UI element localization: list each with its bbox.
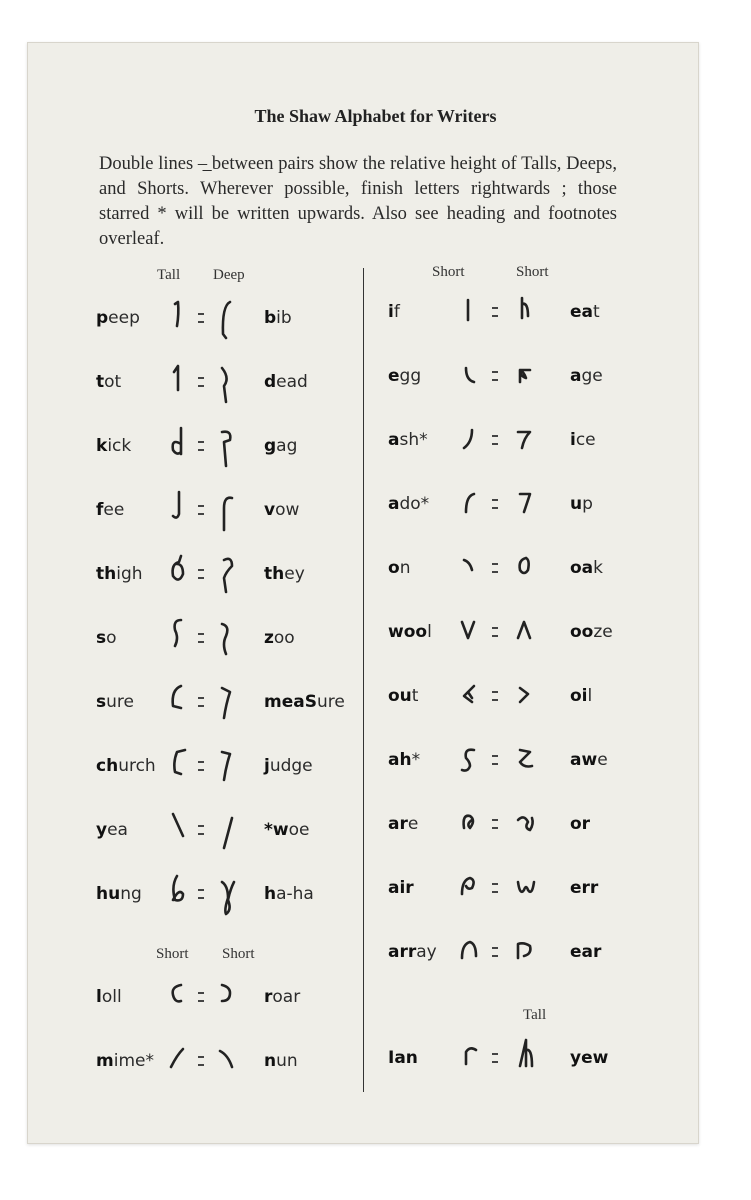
word-rest: ot bbox=[104, 372, 122, 392]
woe-glyph bbox=[216, 808, 240, 852]
gag-glyph bbox=[216, 424, 240, 468]
header-deep: Deep bbox=[213, 267, 245, 283]
key-sound: n bbox=[264, 1051, 277, 1071]
key-sound: *w bbox=[264, 820, 289, 840]
letter-word bbox=[570, 430, 596, 450]
key-sound: Ian bbox=[388, 1048, 418, 1068]
word-rest: ee bbox=[103, 500, 125, 520]
letter-word bbox=[570, 494, 593, 514]
awe-glyph bbox=[514, 738, 538, 782]
pair-separator bbox=[198, 500, 205, 520]
pair-separator bbox=[198, 1051, 205, 1071]
key-sound: l bbox=[96, 987, 102, 1007]
haha-glyph bbox=[216, 872, 240, 916]
key-sound: e bbox=[388, 366, 400, 386]
letter-word bbox=[388, 430, 428, 450]
letter-word bbox=[96, 308, 140, 328]
church-glyph bbox=[167, 744, 191, 788]
pair-separator bbox=[198, 820, 205, 840]
key-sound: g bbox=[264, 436, 277, 456]
letter-word bbox=[388, 558, 410, 578]
kick-glyph bbox=[167, 424, 191, 468]
word-rest: ng bbox=[120, 884, 142, 904]
key-sound: r bbox=[264, 987, 273, 1007]
thigh-glyph bbox=[167, 552, 191, 596]
word-rest: ze bbox=[593, 622, 613, 642]
key-sound: ou bbox=[388, 686, 412, 706]
egg-glyph bbox=[458, 354, 482, 398]
mime-glyph bbox=[167, 1039, 191, 1083]
letter-word bbox=[388, 1048, 418, 1068]
letter-word bbox=[570, 366, 603, 386]
pair-separator bbox=[492, 366, 499, 386]
key-sound: air bbox=[388, 878, 414, 898]
word-rest: ime* bbox=[113, 1051, 154, 1071]
key-sound: woo bbox=[388, 622, 428, 642]
word-rest: ead bbox=[276, 372, 308, 392]
word-rest: p bbox=[582, 494, 593, 514]
letter-word bbox=[96, 372, 121, 392]
ian-glyph bbox=[458, 1036, 482, 1080]
pair-separator bbox=[492, 430, 499, 450]
letter-word bbox=[96, 500, 124, 520]
if-glyph bbox=[458, 290, 482, 334]
pair-separator bbox=[198, 884, 205, 904]
pair-separator bbox=[492, 494, 499, 514]
key-sound: ah bbox=[388, 750, 412, 770]
judge-glyph bbox=[216, 744, 240, 788]
dead-glyph bbox=[216, 360, 240, 404]
letter-word bbox=[388, 302, 400, 322]
up-glyph bbox=[514, 482, 538, 526]
word-rest: a-ha bbox=[276, 884, 314, 904]
letter-word bbox=[96, 987, 122, 1007]
word-rest: ea bbox=[107, 820, 128, 840]
letter-word bbox=[96, 564, 143, 584]
out-glyph bbox=[458, 674, 482, 718]
measure-glyph bbox=[216, 680, 240, 724]
they-glyph bbox=[216, 552, 240, 596]
age-glyph bbox=[514, 354, 538, 398]
on-glyph bbox=[458, 546, 482, 590]
letter-word bbox=[388, 750, 420, 770]
letter-word bbox=[570, 814, 590, 834]
pair-separator bbox=[198, 436, 205, 456]
err-glyph bbox=[514, 866, 538, 910]
word-rest: ow bbox=[275, 500, 300, 520]
key-sound: y bbox=[96, 820, 108, 840]
key-sound: meaS bbox=[264, 692, 317, 712]
word-rest: ure bbox=[316, 692, 345, 712]
word-rest: n bbox=[399, 558, 411, 578]
pair-separator bbox=[492, 942, 499, 962]
key-sound: ar bbox=[388, 814, 408, 834]
key-sound: aw bbox=[570, 750, 598, 770]
word-rest: e bbox=[597, 750, 608, 770]
key-sound: m bbox=[96, 1051, 114, 1071]
letter-word bbox=[570, 558, 603, 578]
oil-glyph bbox=[514, 674, 538, 718]
pair-separator bbox=[492, 622, 499, 642]
letter-word bbox=[264, 628, 295, 648]
word-rest: t bbox=[411, 686, 419, 706]
key-sound: oa bbox=[570, 558, 594, 578]
word-rest: oar bbox=[272, 987, 301, 1007]
letter-word bbox=[570, 942, 601, 962]
word-rest: igh bbox=[116, 564, 143, 584]
letter-word bbox=[388, 494, 429, 514]
letter-word bbox=[570, 750, 608, 770]
word-rest: ge bbox=[581, 366, 603, 386]
letter-word bbox=[570, 686, 592, 706]
word-rest: ay bbox=[416, 942, 437, 962]
letter-word bbox=[264, 987, 300, 1007]
letter-word bbox=[388, 878, 414, 898]
air-glyph bbox=[458, 866, 482, 910]
intro-text: Double lines –̲ between pairs show the relative height of Talls, Deeps, and Shorts. Wherever possible, finish letters rightwards ; those starred * will be written upwards. Also see heading and footnotes overleaf. bbox=[99, 154, 617, 249]
key-sound: arr bbox=[388, 942, 417, 962]
word-rest: oe bbox=[288, 820, 310, 840]
yew-glyph bbox=[514, 1036, 538, 1080]
letter-word bbox=[570, 622, 613, 642]
key-sound: s bbox=[96, 628, 107, 648]
letter-word bbox=[264, 692, 345, 712]
letter-word bbox=[96, 692, 134, 712]
key-sound: th bbox=[96, 564, 117, 584]
key-sound: h bbox=[264, 884, 277, 904]
pair-separator bbox=[198, 692, 205, 712]
letter-word bbox=[264, 500, 299, 520]
are-glyph bbox=[458, 802, 482, 846]
letter-word bbox=[570, 1048, 608, 1068]
ooze-glyph bbox=[514, 610, 538, 654]
pair-separator bbox=[492, 1048, 499, 1068]
fee-glyph bbox=[167, 488, 191, 532]
so-glyph bbox=[167, 616, 191, 660]
ear-glyph bbox=[514, 930, 538, 974]
word-rest: eep bbox=[108, 308, 140, 328]
key-sound: i bbox=[388, 302, 394, 322]
header-short-right-2: Short bbox=[516, 264, 549, 280]
key-sound: err bbox=[570, 878, 599, 898]
word-rest: f bbox=[393, 302, 400, 322]
letter-word bbox=[264, 820, 309, 840]
word-rest: o bbox=[106, 628, 117, 648]
letter-word bbox=[264, 756, 313, 776]
letter-word bbox=[96, 820, 128, 840]
zoo-glyph bbox=[216, 616, 240, 660]
key-sound: f bbox=[96, 500, 104, 520]
loll-glyph bbox=[167, 975, 191, 1019]
key-sound: u bbox=[570, 494, 583, 514]
header-short-left-1: Short bbox=[156, 946, 189, 962]
word-rest: do* bbox=[399, 494, 430, 514]
bib-glyph bbox=[216, 296, 240, 340]
key-sound: z bbox=[264, 628, 274, 648]
key-sound: k bbox=[96, 436, 108, 456]
letter-word bbox=[388, 686, 418, 706]
intro-paragraph bbox=[99, 152, 617, 252]
tot-glyph bbox=[167, 360, 191, 404]
word-rest: un bbox=[276, 1051, 298, 1071]
key-sound: o bbox=[388, 558, 400, 578]
letter-word bbox=[96, 436, 131, 456]
word-rest: ey bbox=[284, 564, 305, 584]
word-rest: l bbox=[427, 622, 432, 642]
letter-word bbox=[96, 884, 142, 904]
roar-glyph bbox=[216, 975, 240, 1019]
ado-glyph bbox=[458, 482, 482, 526]
letter-word bbox=[96, 628, 117, 648]
letter-word bbox=[570, 302, 600, 322]
pair-separator bbox=[492, 878, 499, 898]
yea-glyph bbox=[167, 808, 191, 852]
word-rest: gg bbox=[399, 366, 422, 386]
key-sound: d bbox=[264, 372, 277, 392]
pair-separator bbox=[492, 750, 499, 770]
array-glyph bbox=[458, 930, 482, 974]
key-sound: a bbox=[570, 366, 582, 386]
word-rest: sh* bbox=[399, 430, 428, 450]
word-rest: e bbox=[407, 814, 419, 834]
eat-glyph bbox=[514, 290, 538, 334]
sure-glyph bbox=[167, 680, 191, 724]
ash-glyph bbox=[458, 418, 482, 462]
word-rest: oll bbox=[101, 987, 122, 1007]
word-rest: urch bbox=[118, 756, 156, 776]
word-rest: k bbox=[593, 558, 604, 578]
letter-word bbox=[96, 756, 156, 776]
pair-separator bbox=[492, 558, 499, 578]
page-title: The Shaw Alphabet for Writers bbox=[254, 106, 497, 126]
pair-separator bbox=[198, 756, 205, 776]
key-sound: oo bbox=[570, 622, 594, 642]
key-sound: th bbox=[264, 564, 285, 584]
pair-separator bbox=[492, 302, 499, 322]
letter-word bbox=[388, 366, 421, 386]
pair-separator bbox=[492, 686, 499, 706]
key-sound: or bbox=[570, 814, 591, 834]
pair-separator bbox=[198, 372, 205, 392]
letter-word bbox=[264, 884, 314, 904]
key-sound: oi bbox=[570, 686, 588, 706]
key-sound: ear bbox=[570, 942, 602, 962]
letter-word bbox=[264, 564, 305, 584]
letter-word bbox=[388, 942, 437, 962]
key-sound: p bbox=[96, 308, 109, 328]
word-rest: ag bbox=[276, 436, 298, 456]
word-rest: udge bbox=[269, 756, 313, 776]
word-rest: oo bbox=[273, 628, 295, 648]
key-sound: v bbox=[264, 500, 276, 520]
ah-glyph bbox=[458, 738, 482, 782]
header-short-right-1: Short bbox=[432, 264, 465, 280]
letter-word bbox=[264, 308, 292, 328]
word-rest: l bbox=[587, 686, 593, 706]
word-rest: * bbox=[411, 750, 421, 770]
column-divider bbox=[363, 268, 364, 1092]
letter-word bbox=[264, 372, 308, 392]
letter-word bbox=[96, 1051, 154, 1071]
header-tall: Tall bbox=[157, 267, 181, 283]
hung-glyph bbox=[167, 872, 191, 916]
letter-word bbox=[264, 436, 297, 456]
oak-glyph bbox=[514, 546, 538, 590]
pair-separator bbox=[198, 308, 205, 328]
key-sound: ch bbox=[96, 756, 119, 776]
key-sound: a bbox=[388, 494, 400, 514]
key-sound: hu bbox=[96, 884, 121, 904]
key-sound: s bbox=[96, 692, 107, 712]
key-sound: i bbox=[570, 430, 576, 450]
vow-glyph bbox=[216, 488, 240, 532]
header-short-left-2: Short bbox=[222, 946, 255, 962]
key-sound: b bbox=[264, 308, 277, 328]
key-sound: yew bbox=[570, 1048, 609, 1068]
pair-separator bbox=[198, 564, 205, 584]
nun-glyph bbox=[216, 1039, 240, 1083]
letter-word bbox=[388, 622, 432, 642]
ice-glyph bbox=[514, 418, 538, 462]
word-rest: t bbox=[593, 302, 600, 322]
key-sound: ea bbox=[570, 302, 594, 322]
key-sound: j bbox=[264, 756, 270, 776]
pair-separator bbox=[198, 628, 205, 648]
letter-word bbox=[388, 814, 418, 834]
key-sound: a bbox=[388, 430, 400, 450]
wool-glyph bbox=[458, 610, 482, 654]
pair-separator bbox=[198, 987, 205, 1007]
word-rest: ce bbox=[575, 430, 596, 450]
word-rest: ick bbox=[107, 436, 132, 456]
letter-word bbox=[570, 878, 598, 898]
or-glyph bbox=[514, 802, 538, 846]
word-rest: ib bbox=[276, 308, 292, 328]
word-rest: ure bbox=[106, 692, 134, 712]
header-tall-right: Tall bbox=[523, 1007, 547, 1023]
key-sound: t bbox=[96, 372, 105, 392]
peep-glyph bbox=[167, 296, 191, 340]
pair-separator bbox=[492, 814, 499, 834]
letter-word bbox=[264, 1051, 298, 1071]
